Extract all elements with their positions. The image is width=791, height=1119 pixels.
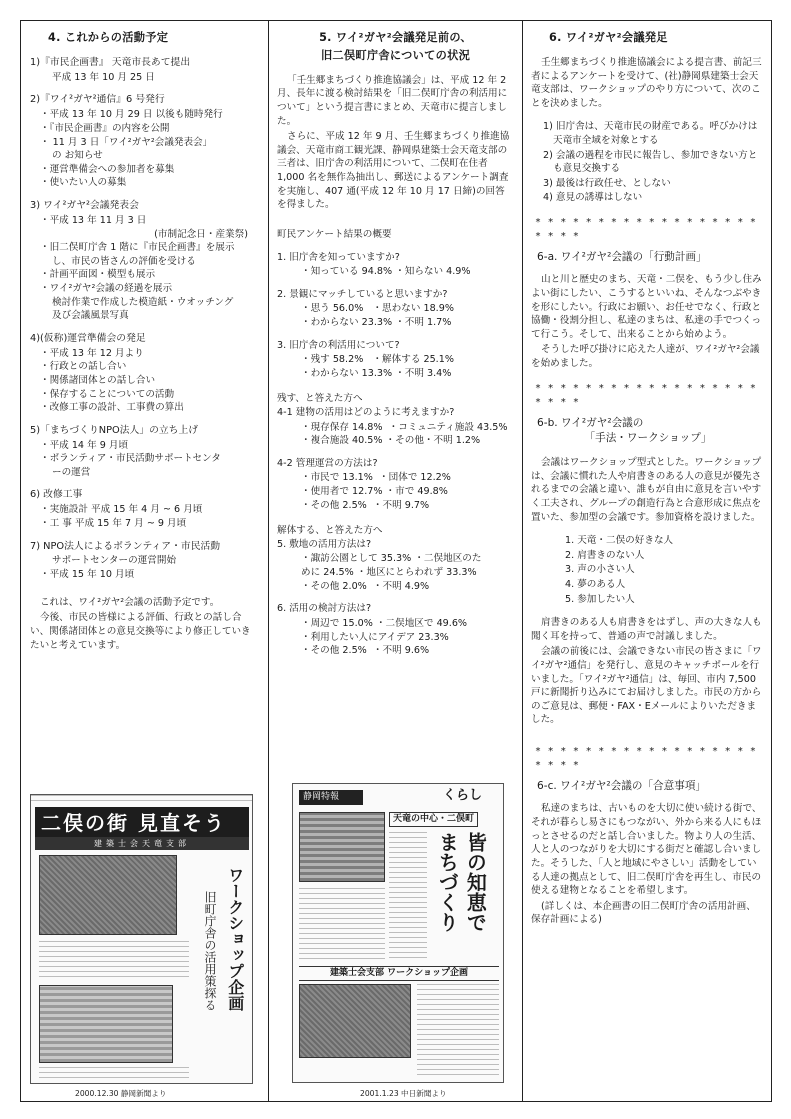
answer-line: ・使用者で 12.7% ・市で 49.8% — [301, 486, 448, 498]
activity-detail: ・保存することについての活動 — [40, 388, 175, 400]
survey-questions — [277, 251, 514, 381]
qualification-item: 3. 声の小さい人 — [565, 564, 635, 576]
activity-detail: ・『市民企画書』の内容を公開 — [40, 122, 170, 134]
activity-detail: の お知らせ — [52, 150, 103, 162]
activity-item — [30, 332, 260, 415]
workshop-photo — [299, 984, 411, 1058]
activity-detail: ・計画平面図・模型も展示 — [40, 269, 156, 281]
answer-line: めに 24.5% ・地区にとらわれず 33.3% — [301, 567, 477, 579]
qualification-item: 4. 夢のある人 — [565, 578, 626, 590]
clipping-vertical-title: 皆の知恵で — [463, 832, 488, 932]
activity-detail: ・平成 14 年 9 月頃 — [40, 439, 129, 451]
column-background — [268, 21, 522, 1101]
activity-item — [30, 424, 260, 480]
clipping-box-label: 天竜の中心・二俣町 — [389, 812, 478, 827]
workshop-paragraph: 会議はワークショップ型式とした。ワークショップは、会議に慣れた人や肩書きのある人の意見が優先されるまでの会議と違い、誰もが自由に意見を言いやすく工夫され、グループの創造行為と合意形成に焦点を置いた、参加型の会議です。参加資格を設けました。 — [531, 457, 762, 523]
clipping-text — [417, 984, 499, 1076]
clipping-section: くらし — [443, 788, 483, 803]
clipping-band: 建築士会天竜支部 — [35, 837, 249, 850]
activity-detail: ーの運営 — [52, 466, 91, 478]
action-plan-paragraph: そうした呼び掛けに応えた人達が、ワイ²ガヤ²会議を始めました。 — [531, 344, 760, 370]
activity-item — [30, 488, 260, 530]
question-4-1: 4-1 建物の活用はどのように考えますか? — [277, 407, 455, 418]
intro-paragraph: 壬生郷まちづくり推進協議会による提言書、前記三者によるアンケートを受けて、(社)静岡県建築士会天竜支部は、ワークショップのやり方について、次のことを決めました。 — [531, 56, 762, 109]
activity-detail: ・旧二俣町庁舎 1 階に『市民企画書』を展示 — [40, 242, 235, 254]
section-6b-heading-line2: 「手法・ワークショップ」 — [584, 432, 712, 445]
section-5-heading-line2: 旧二俣町庁舎についての状況 — [320, 48, 471, 62]
answer-line: ・その他 2.5% ・不明 9.6% — [301, 645, 430, 657]
clipping-text — [31, 795, 252, 805]
activity-detail: ・ワイ²ガヤ²会議の経過を展示 — [40, 282, 173, 294]
qualification-item: 2. 肩書きのない人 — [565, 549, 645, 561]
answers-5 — [277, 552, 514, 593]
clipping-subhead: 建築士会支部 ワークショップ企画 — [299, 966, 499, 981]
section-5-heading: 5. ワイ²ガヤ²会議発足前の、 — [319, 31, 472, 44]
intro-paragraph: 「壬生郷まちづくり推進協議会」は、平成 12 年 2 月、長年に渡る検討結果を「旧二俣町庁舎の利活用について」という提言書にまとめ、天竜市に提言しました。 — [277, 74, 508, 127]
decision-item: 3) 最後は行政任せ、としない — [543, 177, 671, 189]
question-text: 3. 旧庁舎の利活用について? — [277, 339, 400, 351]
keep-respondents-heading: 残す、と答えた方へ — [277, 393, 363, 405]
clipping-headline: 二俣の街 見直そう — [35, 807, 249, 839]
section-4-heading: 4. これからの活動予定 — [48, 31, 169, 44]
decision-item: 4) 意見の誘導はしない — [543, 192, 643, 204]
activity-detail: ・ 11 月 3 日「ワイ²ガヤ²会議発表会」 — [40, 136, 213, 148]
activity-item — [30, 540, 260, 582]
clipping-masthead: 静岡特報 — [299, 790, 363, 805]
activity-detail: ・実施設計 平成 15 年 4 月 ~ 6 月頃 — [40, 504, 203, 516]
activity-item-heading: 5)「まちづくりNPO法人」の立ち上げ — [30, 424, 199, 436]
section-6c-heading: 6-c. ワイ²ガヤ²会議の「合意事項」 — [537, 780, 707, 793]
activity-item — [30, 199, 260, 323]
answer-line: ・周辺で 15.0% ・二俣地区で 49.6% — [301, 617, 468, 629]
column-council — [522, 21, 773, 1101]
qualification-item: 5. 参加したい人 — [565, 593, 635, 605]
activity-detail: ・改修工事の設計、工事費の算出 — [40, 402, 184, 414]
answer-line: ・現存保存 14.8% ・コミュニティ施設 43.5% — [301, 421, 508, 433]
column-activity-plan — [21, 21, 268, 1101]
activity-detail: 平成 13 年 10 月 25 日 — [52, 71, 155, 83]
clipping-text — [39, 1067, 189, 1081]
decision-list — [531, 120, 765, 205]
activity-item-heading: 1)『市民企画書』 天竜市長あて提出 — [30, 56, 191, 68]
clipping-text — [299, 888, 385, 960]
newspaper-clipping-chunichi — [292, 783, 504, 1083]
activity-detail: ・行政との話し合い — [40, 361, 127, 373]
activity-item — [30, 56, 260, 85]
agreement-paragraph: 私達のまちは、古いものを大切に使い続ける街で、それが暮らし易さにもつながい、外から来る人にもほっとさせるのだと話し合いました。物より人の生活、人と人のつながりを大切にする街だと確認し合いました。そうした、「人と地域にやさしい」活動をしている人達の拠点として、旧二俣町庁舎を再生し、市民の使える建物となることを希望します。 — [531, 803, 762, 897]
question-text: 2. 景観にマッチしていると思いますか? — [277, 288, 448, 300]
activity-detail: サポートセンターの運営開始 — [52, 555, 177, 567]
closing-paragraph: これは、ワイ²ガヤ²会議の活動予定です。 — [40, 596, 220, 608]
closing-paragraph: 今後、市民の皆様による評価、行政との話し合い、関係諸団体との意見交換等により修正していきたいと考えています。 — [30, 612, 251, 651]
answer-line: ・その他 2.5% ・不明 9.7% — [301, 499, 430, 511]
activity-item-heading: 3) ワイ²ガヤ²会議発表会 — [30, 199, 139, 211]
action-plan-paragraph: 山と川と歴史のまち、天竜・二俣を、もう少し住みよい街にしたい、こうするといいね、そんなつぶやきを形にしたい。行政にお願い、お任せでなく、行政と協働・役割分担し、私達のまちは、私達の手でつくって行こう。そして、出来ることから始めよう。 — [531, 274, 762, 340]
answer-line: ・思う 56.0% ・思わない 18.9% — [301, 303, 454, 315]
newspaper-clipping-shizuoka — [30, 794, 253, 1084]
section-6a-heading: 6-a. ワイ²ガヤ²会議の「行動計画」 — [537, 251, 707, 264]
activity-detail: (市制記念日・産業祭) — [154, 228, 248, 240]
activity-list — [30, 56, 260, 582]
separator-stars: * * * * * * * * * * * * * * * * * * * * * * — [535, 746, 757, 772]
clipping-vertical-subtitle: 旧町庁舎の活用策探る — [203, 891, 218, 1011]
qualification-item: 1. 天竜・二俣の好きな人 — [565, 535, 674, 547]
activity-detail: し、市民の皆さんの評価を受ける — [52, 255, 196, 267]
question-5: 5. 敷地の活用方法は? — [277, 538, 372, 550]
activity-detail: 検討作業で作成した模造紙・ウオッチング — [52, 296, 234, 308]
activity-detail: ・関係諸団体との話し合い — [40, 374, 156, 386]
activity-detail: ・平成 13 年 11 月 3 日 — [40, 214, 147, 226]
intro-paragraph: さらに、平成 12 年 9 月、壬生郷まちづくり推進協議会、天竜市商工観光課、静岡県建築士会天竜支部の三者は、旧庁舎の利活用について、二俣町在住者 1,000 名を無作為抽出し、郵送によるアンケート調査を実施し、407 通(平成 12 年 10 月 17 日締)の回答を得ました。 — [277, 131, 510, 211]
clipping-text — [39, 941, 189, 977]
activity-item-heading: 7) NPO法人によるボランティア・市民活動 — [30, 540, 221, 552]
answers-6 — [277, 617, 514, 658]
agreement-paragraph: (詳しくは、本企画書の旧二俣町庁舎の活用計画、保存計画による) — [531, 900, 756, 926]
question-text: 1. 旧庁舎を知っていますか? — [277, 251, 400, 263]
answer-line: ・知っている 94.8% ・知らない 4.9% — [301, 266, 471, 278]
activity-detail: ・使いたい人の募集 — [40, 177, 127, 189]
building-photo — [299, 812, 385, 882]
building-photo — [39, 985, 173, 1063]
survey-question — [277, 339, 514, 381]
newsletter-page — [20, 20, 772, 1102]
separator-stars: * * * * * * * * * * * * * * * * * * * * * * — [535, 382, 757, 408]
activity-detail: ・平成 13 年 12 月より — [40, 347, 144, 359]
meeting-photo — [39, 855, 177, 935]
answer-line: ・複合施設 40.5% ・その他・不明 1.2% — [301, 435, 481, 447]
demolish-respondents-heading: 解体する、と答えた方へ — [277, 525, 383, 537]
survey-question — [277, 251, 514, 279]
answer-line: ・市民で 13.1% ・団体で 12.2% — [301, 472, 451, 484]
clipping-caption: 2001.1.23 中日新聞より — [360, 1089, 447, 1098]
workshop-paragraph: 会議の前後には、会議できない市民の皆さまに「ワイ²ガヤ²通信」を発行し、意見のキャッチボールを行いました。「ワイ²ガヤ²通信」は、毎回、市内 7,500 戸に新聞折り込みにてお届けしました。市民の方からのご意見は、郵便・FAX・Eメールによりいただきました。 — [531, 646, 762, 726]
answer-line: ・わからない 23.3% ・不明 1.7% — [301, 316, 452, 328]
activity-detail: ・運営準備会への参加者を募集 — [40, 163, 175, 175]
clipping-vertical-title: まちづくり — [435, 832, 460, 932]
answer-line: ・その他 2.0% ・不明 4.9% — [301, 580, 430, 592]
activity-detail: ・ボランティア・市民活動サポートセンタ — [40, 453, 221, 465]
clipping-text — [389, 832, 427, 960]
question-4-2: 4-2 管理運営の方法は? — [277, 457, 378, 469]
activity-item-heading: 2)『ワイ²ガヤ²通信』6 号発行 — [30, 94, 165, 106]
answer-line: ・諏訪公園として 35.3% ・二俣地区のた — [301, 553, 482, 565]
survey-question — [277, 288, 514, 330]
activity-detail: ・平成 15 年 10 月頃 — [40, 569, 135, 581]
activity-item — [30, 93, 260, 190]
answers-4-1 — [277, 421, 514, 448]
separator-stars: * * * * * * * * * * * * * * * * * * * * * * — [535, 217, 757, 243]
answer-line: ・わからない 13.3% ・不明 3.4% — [301, 367, 452, 379]
section-6-heading: 6. ワイ²ガヤ²会議発足 — [549, 31, 668, 44]
activity-detail: ・平成 13 年 10 月 29 日 以後も随時発行 — [40, 109, 223, 121]
activity-detail: ・工 事 平成 15 年 7 月 ~ 9 月頃 — [40, 517, 187, 529]
answer-line: ・利用したい人にアイデア 23.3% — [301, 631, 449, 643]
decision-item: 2) 会議の過程を市民に報告し、参加できない方とも意見交換する — [543, 149, 758, 175]
answer-line: ・残す 58.2% ・解体する 25.1% — [301, 354, 454, 366]
activity-item-heading: 4)(仮称)運営準備会の発足 — [30, 332, 146, 344]
activity-item-heading: 6) 改修工事 — [30, 489, 83, 501]
answers-4-2 — [277, 471, 514, 512]
clipping-vertical-title: ワークショップ企画 — [225, 867, 245, 1011]
survey-title: 町民アンケート結果の概要 — [277, 228, 392, 240]
qualification-list — [531, 534, 765, 606]
decision-item: 1) 旧庁舎は、天竜市民の財産である。呼びかけは天竜市全域を対象とする — [543, 121, 758, 146]
workshop-paragraph: 肩書きのある人も肩書きをはずし、声の大きな人も聞く耳を持って、普通の声で討議しました。 — [531, 617, 762, 642]
activity-detail: 及び会議風景写真 — [52, 310, 129, 322]
question-6: 6. 活用の検討方法は? — [277, 603, 372, 615]
clipping-caption: 2000.12.30 静岡新聞より — [75, 1089, 167, 1098]
section-6b-heading: 6-b. ワイ²ガヤ²会議の — [537, 417, 644, 430]
